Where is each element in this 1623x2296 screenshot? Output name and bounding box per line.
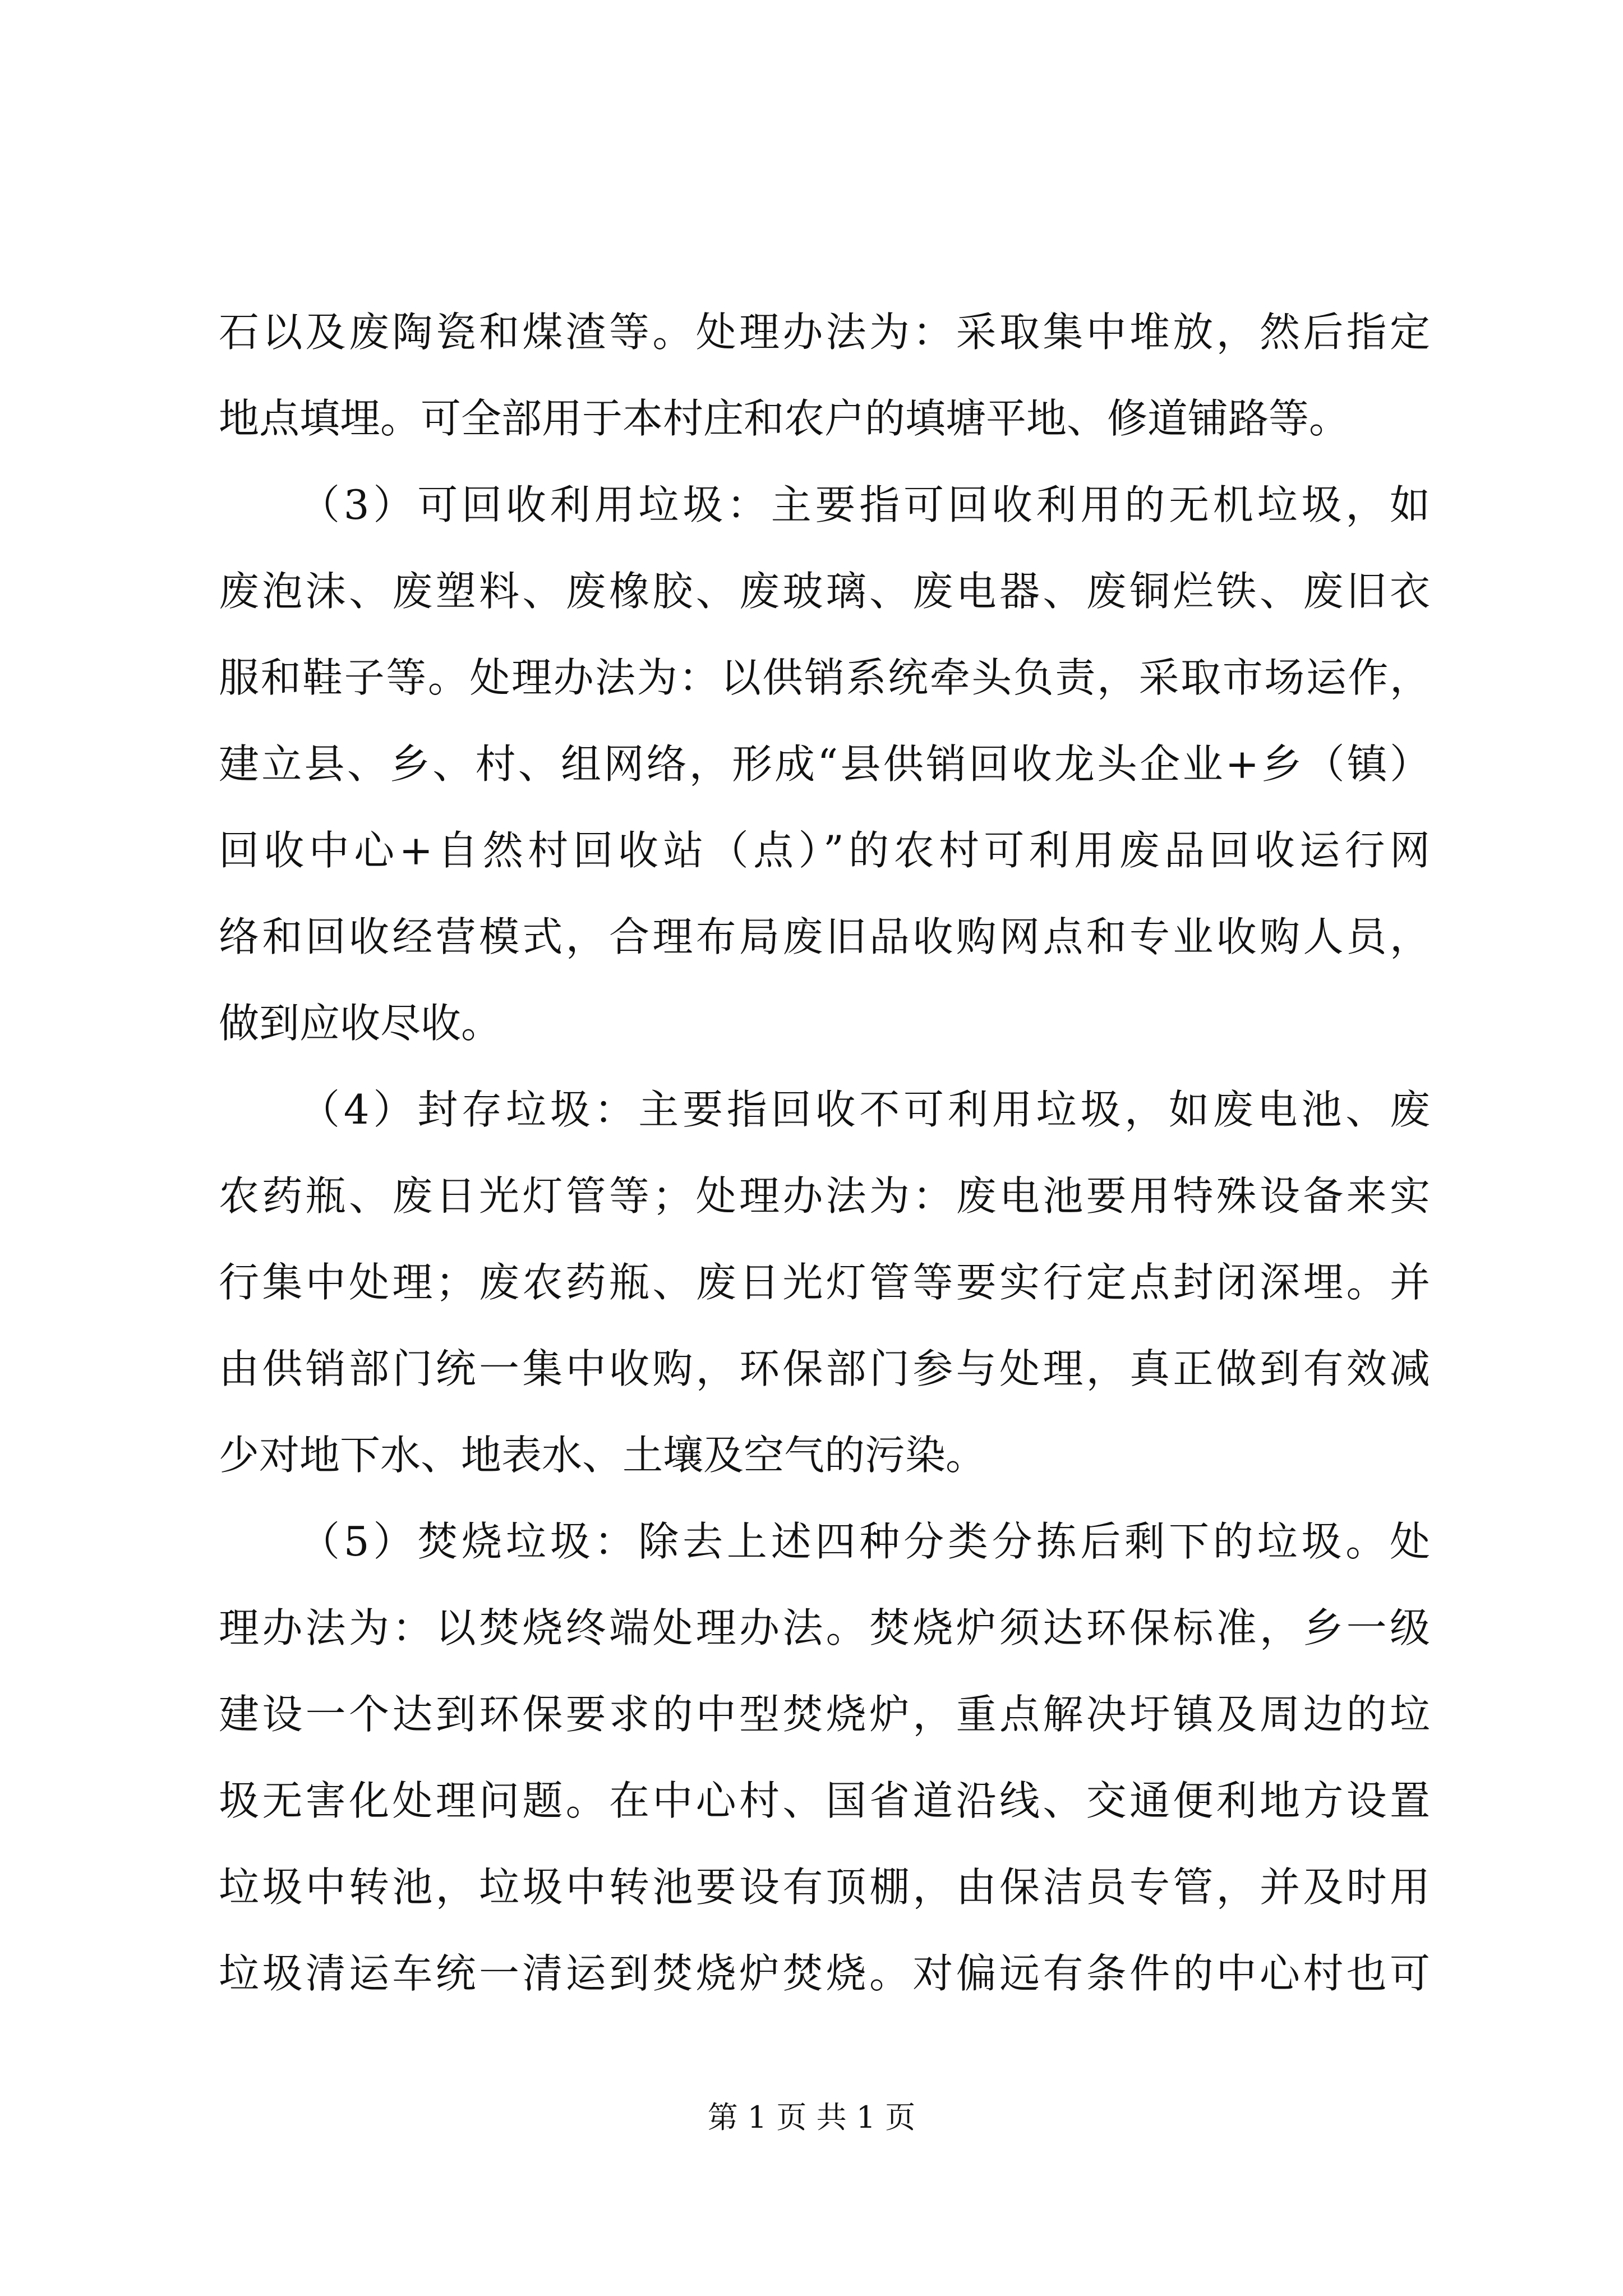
paragraph-line: 由供销部门统一集中收购，环保部门参与处理，真正做到有效减 xyxy=(219,1345,1430,1392)
paragraph-line: 建立县、乡、村、组网络，形成“县供销回收龙头企业+乡（镇） xyxy=(219,740,1430,788)
paragraph-line: 做到应收尽收。 xyxy=(219,1000,502,1047)
paragraph-line: 回收中心+自然村回收站（点）”的农村可利用废品回收运行网 xyxy=(219,827,1430,874)
document-body xyxy=(219,289,1430,2017)
paragraph-line: 石以及废陶瓷和煤渣等。处理办法为：采取集中堆放，然后指定 xyxy=(219,309,1430,356)
paragraph-line: （4）封存垃圾：主要指回收不可利用垃圾，如废电池、废 xyxy=(299,1086,1430,1133)
paragraph-line: 少对地下水、地表水、土壤及空气的污染。 xyxy=(219,1432,986,1479)
paragraph-line: 建设一个达到环保要求的中型焚烧炉，重点解决圩镇及周边的垃 xyxy=(219,1691,1430,1738)
paragraph-line: 络和回收经营模式，合理布局废旧品收购网点和专业收购人员， xyxy=(219,913,1430,960)
paragraph-line: 圾无害化处理问题。在中心村、国省道沿线、交通便利地方设置 xyxy=(219,1777,1430,1824)
paragraph-line: 服和鞋子等。处理办法为：以供销系统牵头负责，采取市场运作， xyxy=(219,654,1430,701)
paragraph-line: 废泡沫、废塑料、废橡胶、废玻璃、废电器、废铜烂铁、废旧衣 xyxy=(219,568,1430,615)
paragraph-line: 理办法为：以焚烧终端处理办法。焚烧炉须达环保标准，乡一级 xyxy=(219,1604,1430,1651)
page-number-footer: 第 1 页 共 1 页 xyxy=(707,2100,916,2135)
paragraph-line: （3）可回收利用垃圾：主要指可回收利用的无机垃圾，如 xyxy=(299,481,1430,528)
paragraph-line: 垃圾清运车统一清运到焚烧炉焚烧。对偏远有条件的中心村也可 xyxy=(219,1950,1430,1997)
paragraph-line: 行集中处理；废农药瓶、废日光灯管等要实行定点封闭深埋。并 xyxy=(219,1259,1430,1306)
paragraph-line: （5）焚烧垃圾：除去上述四种分类分拣后剩下的垃圾。处 xyxy=(299,1518,1430,1565)
paragraph-line: 地点填埋。可全部用于本村庄和农户的填塘平地、修道铺路等。 xyxy=(219,395,1350,442)
paragraph-line: 农药瓶、废日光灯管等；处理办法为：废电池要用特殊设备来实 xyxy=(219,1172,1430,1220)
paragraph-line: 垃圾中转池，垃圾中转池要设有顶棚，由保洁员专管，并及时用 xyxy=(219,1864,1430,1911)
